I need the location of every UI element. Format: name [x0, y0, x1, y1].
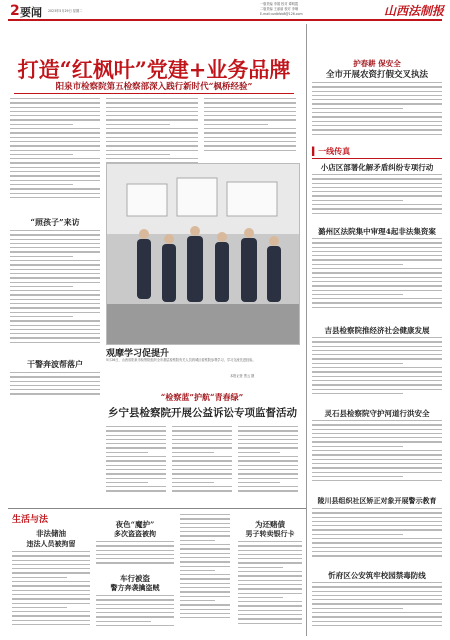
lead-photo — [106, 163, 300, 345]
right-brief-title-5: 陵川县组织社区矫正对象开展警示教育 — [317, 496, 437, 505]
right-brief-body-2 — [312, 238, 442, 322]
lead-body-col1c — [10, 372, 100, 402]
section-name: 要闻 — [20, 6, 42, 19]
right-brief-body-4 — [312, 420, 442, 492]
feature-headline: 乡宁县检察院开展公益诉讼专项监督活动 — [108, 407, 297, 419]
right-brief-title-4: 灵石县检察院守护河道行洪安全 — [324, 409, 430, 418]
right-brief-body-3 — [312, 337, 442, 405]
frontline-bar-icon: ▍ — [312, 146, 319, 156]
brief-subtitle-3: 警方奔袭擒盗贼 — [110, 583, 160, 592]
section-label-frontline — [312, 146, 350, 157]
brief-subtitle-2: 多次盗盗被拘 — [114, 529, 156, 538]
feature-kicker: “检察蓝”护航“青春绿” — [160, 392, 244, 402]
masthead-rule — [8, 19, 442, 21]
photo-caption-title: 观摩学习促提升 — [106, 349, 170, 359]
brief-body-mid — [180, 514, 230, 634]
right-brief-title-6: 忻府区公安筑牢校园禁毒防线 — [328, 571, 426, 580]
right-brief-body-1 — [312, 174, 442, 224]
lead-headline: 打造“红枫叶”党建+业务品牌 — [17, 57, 291, 82]
date-line: 2023年5月29日 星期二 — [48, 9, 83, 13]
right-brief-body-5 — [312, 508, 442, 564]
photo-credit: 本报记者 贾云 摄 — [230, 374, 255, 378]
right-brief-title-3: 吉县检察院推经济社会健康发展 — [324, 326, 430, 335]
section-number: 2 — [10, 3, 20, 19]
brief-title-4: 为还赌债 — [255, 520, 285, 529]
brief-title-2: 夜色“魔护” — [115, 520, 155, 529]
lead-head-rule — [14, 93, 294, 94]
photo-caption-text: 5月26日，山西省阳泉市检察院组织全市基层检察院有关人员到城区检察院参观学习，学习交流先进经验。 — [106, 358, 256, 362]
right-brief-body-6 — [312, 582, 442, 634]
email-line: E-mail:xzdbfzb8@126.com — [260, 12, 303, 16]
brief-body-3 — [96, 595, 174, 635]
brief-body-4 — [238, 541, 302, 635]
editor-line-1: 一版责编 李娟 校对 谭明霞 — [260, 2, 299, 6]
brief-title-3: 车行被盗 — [120, 574, 150, 583]
right-headline: 全市开展农资打假交叉执法 — [325, 70, 428, 80]
brief-body-2 — [96, 541, 174, 569]
editor-line-2: 二版责编 王丽丽 校对 李琳 — [260, 7, 299, 11]
right-brief-title-2: 潞州区法院集中审理4起非法集资案 — [318, 227, 436, 236]
lead-subhead-1: “照孩子”来访 — [30, 217, 80, 227]
lead-body-col3 — [204, 98, 296, 158]
right-column-divider — [306, 24, 307, 636]
lead-subhead: 阳泉市检察院第五检察部深入践行新时代“枫桥经验” — [55, 82, 253, 92]
feature-body-col3 — [238, 426, 298, 502]
right-kicker: 护春耕 保安全 — [353, 59, 401, 68]
frontline-label-text: 一线传真 — [318, 146, 351, 156]
bottom-rule — [8, 508, 306, 509]
lead-body-col1b — [10, 230, 100, 355]
feature-body-col1 — [106, 426, 166, 502]
exhibition-scene-image — [107, 164, 299, 344]
lead-body-col1 — [10, 98, 100, 210]
feature-body-col2 — [172, 426, 232, 502]
brief-subtitle-1: 违法人员被拘留 — [26, 539, 76, 548]
brief-subtitle-4: 男子转卖银行卡 — [245, 529, 295, 538]
frontline-rule — [312, 158, 442, 159]
brief-body-1 — [12, 551, 90, 635]
brief-title-1: 非法储油 — [36, 529, 66, 538]
lead-subhead-2: 干警奔波帮落户 — [27, 359, 83, 369]
right-top-body — [312, 82, 442, 144]
life-law-column-label: 生活与法 — [12, 515, 49, 525]
right-brief-title-1: 小店区部署化解矛盾纠纷专项行动 — [320, 163, 434, 172]
paper-name-logo: 山西法制报 — [384, 4, 445, 18]
